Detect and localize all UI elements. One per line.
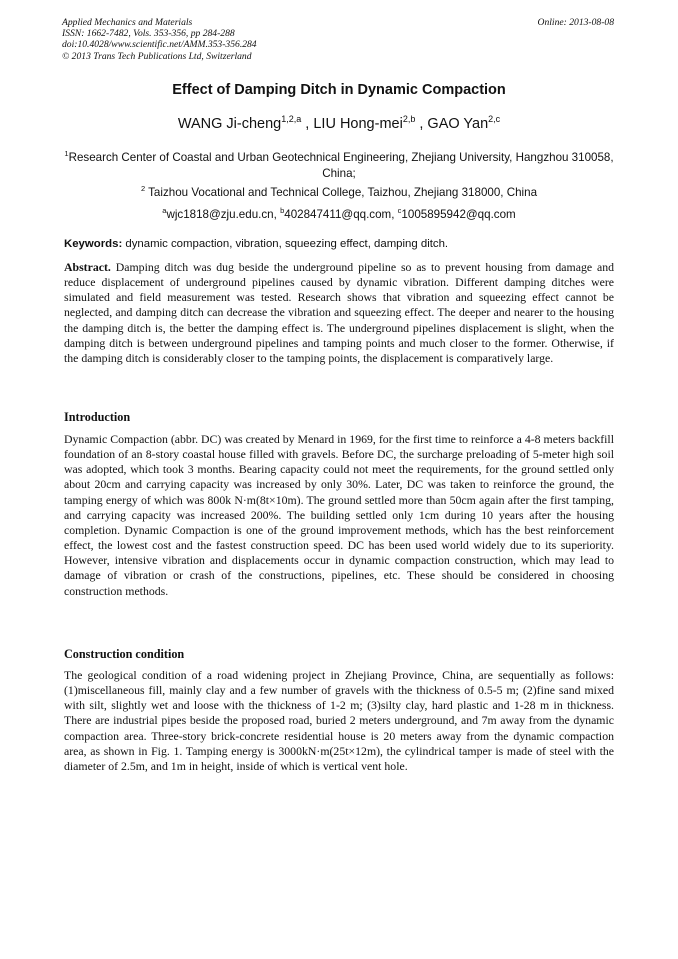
journal-doi: doi:10.4028/www.scientific.net/AMM.353-356.284 [62, 39, 257, 51]
email-link[interactable]: 402847411@qq.com [284, 207, 392, 221]
journal-header [62, 17, 614, 62]
section-heading-construction: Construction condition [64, 647, 185, 661]
abstract-label: Abstract. [64, 260, 111, 274]
online-date: Online: 2013-08-08 [537, 17, 614, 28]
email-marker: b [280, 206, 285, 215]
section-body-introduction: Dynamic Compaction (abbr. DC) was created by Menard in 1969, for the first time to reinforce a 4-8 meters backfill foundation of an 8-story coastal house filled with gravels. Before DC, the surcharge preloading of 5-meter high soil was adopted, which took 3 months. Bearing capacity could not meet the requirements, for the ground settled only about 20cm and carrying capacity was increased by only 30%. Later, DC was taken to reinforce the ground, the tamping energy of which was 800k N·m(8t×10m). The ground settled more than 50cm again after the first tamping, and carrying capacity was increased 200%. The building settled only 1cm during 10 years after the housing completion. Dynamic Compaction is one of the ground improvement methods, which has the best reinforcement effect, the lowest cost and the fastest construction speed. DC has been used world widely due to its superiority. However, intensive vibration and displacements occur in dynamic compaction construction, which may lead to damage of vibration or crash of the constructions, pipelines, etc. These should be considered in choosing construction methods. [64, 432, 614, 598]
affiliation-text: Taizhou Vocational and Technical College, Taizhou, Zhejiang 318000, China [145, 185, 538, 199]
paper-title: Effect of Damping Ditch in Dynamic Compaction [172, 82, 506, 98]
affiliation-marker: 2 [140, 184, 146, 193]
abstract [64, 260, 614, 366]
author-affil-marker: 2,b [402, 114, 416, 124]
author-affil-marker: 2,c [488, 114, 501, 124]
section-body-construction: The geological condition of a road widening project in Zhejiang Province, China, are sequentially as follows: (1)miscellaneous fill, mainly clay and a few number of gravels with the thickness of 0.5-5 m; (2)fine sand mixed with silt, slightly wet and loose with the thickness of 1-2 m; (3)silty clay, hard plastic and 1-28 m in thickness. There are industrial pipes beside the proposed road, buried 2 meters underground, and 7m away from the dynamic compaction area. Three-story brick-concrete residential house is 20 meters away from the dynamic compaction area, as shown in Fig. 1. Tamping energy is 3000kN·m(25t×12m), the cylindrical tamper is made of steel with the diameter of 2.5m, and 1m in height, inside of which is vertical vent hole. [64, 668, 614, 773]
keywords-label: Keywords: [64, 238, 123, 250]
author-name: LIU Hong-mei [313, 115, 403, 132]
email-marker: a [162, 206, 167, 215]
email-marker: c [397, 206, 402, 215]
email-link[interactable]: wjc1818@zju.edu.cn [166, 207, 274, 221]
keywords-text: dynamic compaction, vibration, squeezing effect, damping ditch. [122, 238, 449, 250]
affiliation-1 [60, 146, 618, 182]
email-link[interactable]: 1005895942@qq.com [401, 207, 516, 221]
journal-issn: ISSN: 1662-7482, Vols. 353-356, pp 284-288 [62, 28, 235, 40]
author-affil-marker: 1,2,a [281, 114, 302, 124]
journal-name: Applied Mechanics and Materials [62, 17, 193, 28]
author-emails: $^a$wjc1818@zju.edu.cn, $^b$402847411@qq.com, $^c$1005895942@qq.com [162, 206, 516, 221]
author-line: WANG Ji-cheng$^{1,2,a}$ , LIU Hong-mei$^{2,b}$ , GAO Yan$^{2,c}$ [177, 114, 501, 132]
author-name: WANG Ji-cheng [177, 115, 282, 132]
journal-copyright: © 2013 Trans Tech Publications Ltd, Switzerland [62, 50, 252, 62]
section-heading-introduction: Introduction [64, 410, 131, 424]
affiliation-marker: 1 [64, 149, 69, 158]
author-name: GAO Yan [427, 115, 489, 132]
affiliation-text: Research Center of Coastal and Urban Geotechnical Engineering, Zhejiang University, Hangzhou 310058, China; [68, 150, 614, 180]
keywords [64, 238, 616, 250]
affiliation-2 [60, 181, 618, 201]
abstract-text: Damping ditch was dug beside the underground pipeline so as to prevent housing from damage and reduce displacement of underground pipelines caused by dynamic vibration. Different damping ditches were simulated and field measurement was tested. Research shows that vibration and squeezing effect cannot be neglected, and damping ditch can decrease the vibration and squeezing effect. The deeper and nearer to the housing the damping ditch is, the better the damping effect is. The underground pipelines displacement is slight, when the damping ditch is between underground pipelines and tamping points and much closer to the former. Otherwise, if the damping ditch is considerably closer to the tamping points, the displacement is comparatively large. [64, 260, 614, 365]
